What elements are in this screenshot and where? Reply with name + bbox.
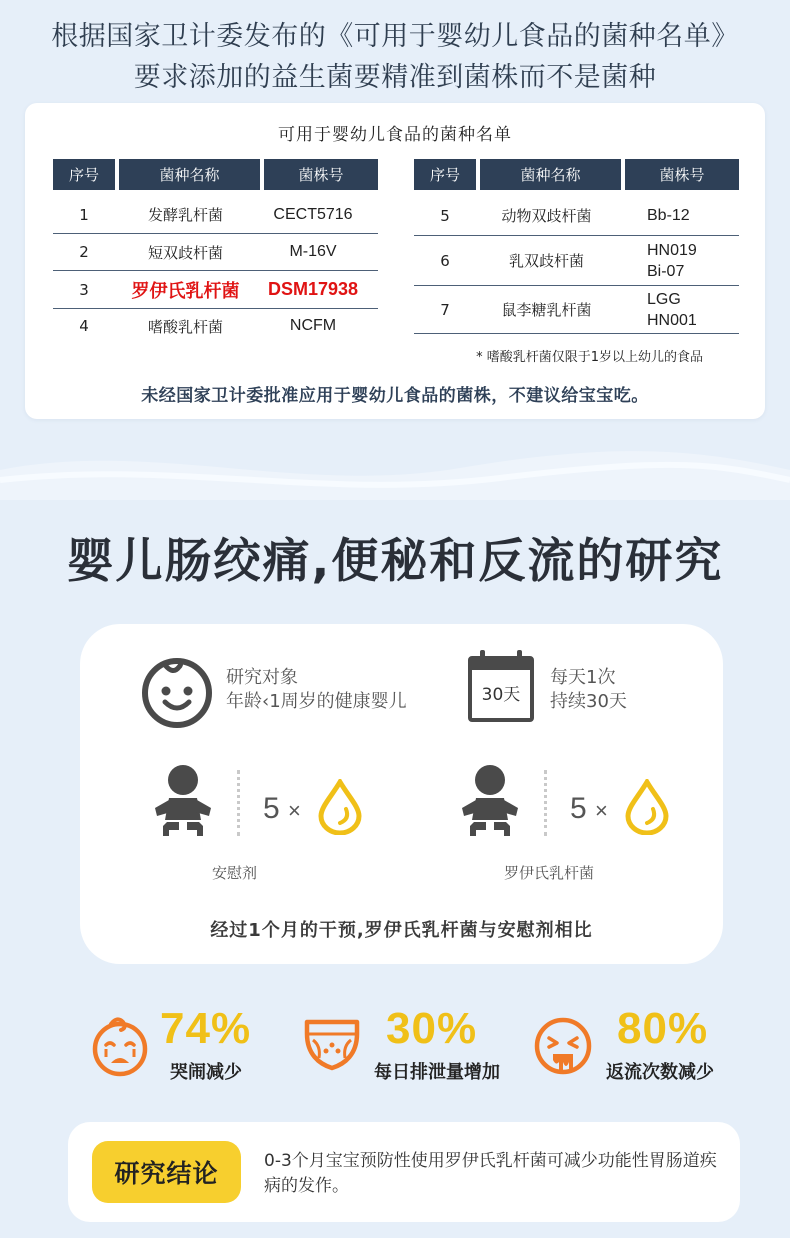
- strain-table-left: [53, 159, 378, 343]
- table-row: [53, 234, 378, 271]
- calendar-icon: [468, 656, 534, 722]
- row-name: 发酵乳杆菌: [147, 206, 223, 224]
- row-name: 乳双歧杆菌: [508, 252, 584, 270]
- row-strain: DSM17938: [267, 279, 359, 299]
- schedule-line-1: 每天1次: [550, 667, 616, 688]
- stat-crying-value: 74%: [160, 1004, 252, 1053]
- row-no: 5: [440, 206, 450, 225]
- group-reuteri: 罗伊氏乳杆菌: [504, 864, 595, 882]
- calendar-label: 30天: [481, 685, 521, 705]
- stat-stool-label: 每日排泄量增加: [374, 1062, 500, 1083]
- row-strain: CECT5716: [273, 205, 353, 223]
- strain-list-card: [25, 103, 765, 419]
- table-header: [53, 159, 378, 190]
- table-row-highlighted: [53, 271, 378, 309]
- drop-icon: [624, 779, 670, 835]
- subject-desc: 年龄‹1周岁的健康婴儿: [226, 691, 407, 712]
- table-row: [414, 236, 739, 286]
- crying-baby-icon: [91, 1016, 149, 1078]
- row-strain: [617, 196, 731, 235]
- dose-count: 5: [570, 792, 587, 825]
- baby-figure-icon: [153, 764, 213, 840]
- row-no: 2: [79, 243, 89, 261]
- strain-code: HN019: [647, 241, 697, 259]
- study-title: 婴儿肠绞痛,便秘和反流的研究: [66, 534, 724, 589]
- strain-code: LGG: [647, 290, 681, 308]
- baby-figure-icon: [460, 764, 520, 840]
- header-no: 序号: [414, 159, 476, 190]
- row-no: 6: [440, 251, 450, 270]
- row-name: 短双歧杆菌: [147, 243, 223, 262]
- headline-line-1: 根据国家卫计委发布的《可用于婴幼儿食品的菌种名单》: [51, 21, 739, 52]
- table-row: [53, 309, 378, 343]
- footnote: * 嗜酸乳杆菌仅限于1岁以上幼儿的食品: [476, 350, 703, 365]
- divider: [544, 770, 547, 836]
- dose-amount: [263, 792, 301, 826]
- row-name: 罗伊氏乳杆菌: [131, 280, 240, 302]
- row-strain: [617, 286, 731, 333]
- study-summary: 经过1个月的干预,罗伊氏乳杆菌与安慰剂相比: [210, 920, 593, 941]
- strain-code: Bb-12: [647, 207, 690, 224]
- stat-reflux-value: 80%: [617, 1004, 709, 1053]
- row-name: 鼠李糖乳杆菌: [501, 301, 592, 319]
- row-no: 4: [79, 317, 89, 335]
- header-name: 菌种名称: [480, 159, 621, 190]
- wave-decoration: [0, 440, 790, 500]
- row-strain: [617, 236, 731, 285]
- diaper-icon: [303, 1018, 361, 1072]
- warning-text: 未经国家卫计委批准应用于婴幼儿食品的菌株，不建议给宝宝吃。: [141, 386, 649, 406]
- divider: [237, 770, 240, 836]
- table-row: [414, 196, 739, 236]
- header-strain: 菌株号: [625, 159, 739, 190]
- row-no: 7: [440, 300, 450, 319]
- dose-amount: [570, 792, 608, 826]
- stat-stool-value: 30%: [386, 1004, 478, 1053]
- dose-count: 5: [263, 792, 280, 825]
- conclusion-text: 0-3个月宝宝预防性使用罗伊氏乳杆菌可减少功能性胃肠道疾病的发作。: [264, 1151, 717, 1196]
- strain-code: HN001: [647, 311, 697, 329]
- strain-list-title: 可用于婴幼儿食品的菌种名单: [278, 125, 512, 145]
- subject-label: 研究对象: [226, 667, 298, 688]
- row-name: 动物双歧杆菌: [501, 207, 592, 225]
- study-card: [80, 624, 723, 964]
- row-no: 3: [79, 280, 89, 299]
- header-strain: 菌株号: [264, 159, 378, 190]
- header-name: 菌种名称: [119, 159, 260, 190]
- drop-icon: [317, 779, 363, 835]
- strain-code: Bi-07: [647, 262, 685, 280]
- stat-crying-label: 哭闹减少: [170, 1062, 242, 1083]
- group-placebo: 安慰剂: [212, 864, 258, 882]
- strain-table-right: [414, 159, 739, 334]
- dose-times: ×: [595, 798, 608, 823]
- row-strain: NCFM: [289, 317, 337, 334]
- table-row: [414, 286, 739, 334]
- stat-reflux-label: 返流次数减少: [606, 1062, 714, 1083]
- schedule-line-2: 持续30天: [550, 691, 627, 712]
- conclusion-card: [68, 1122, 740, 1222]
- row-name: 嗜酸乳杆菌: [147, 317, 223, 336]
- dose-times: ×: [288, 798, 301, 823]
- table-header: [414, 159, 739, 190]
- header-no: 序号: [53, 159, 115, 190]
- row-no: 1: [79, 205, 89, 224]
- headline-line-2: 要求添加的益生菌要精准到菌株而不是菌种: [133, 62, 657, 93]
- row-strain: M-16V: [289, 243, 337, 260]
- reflux-face-icon: [533, 1016, 593, 1078]
- table-row: [53, 196, 378, 234]
- baby-face-icon: [141, 657, 213, 729]
- conclusion-badge: 研究结论: [92, 1141, 241, 1203]
